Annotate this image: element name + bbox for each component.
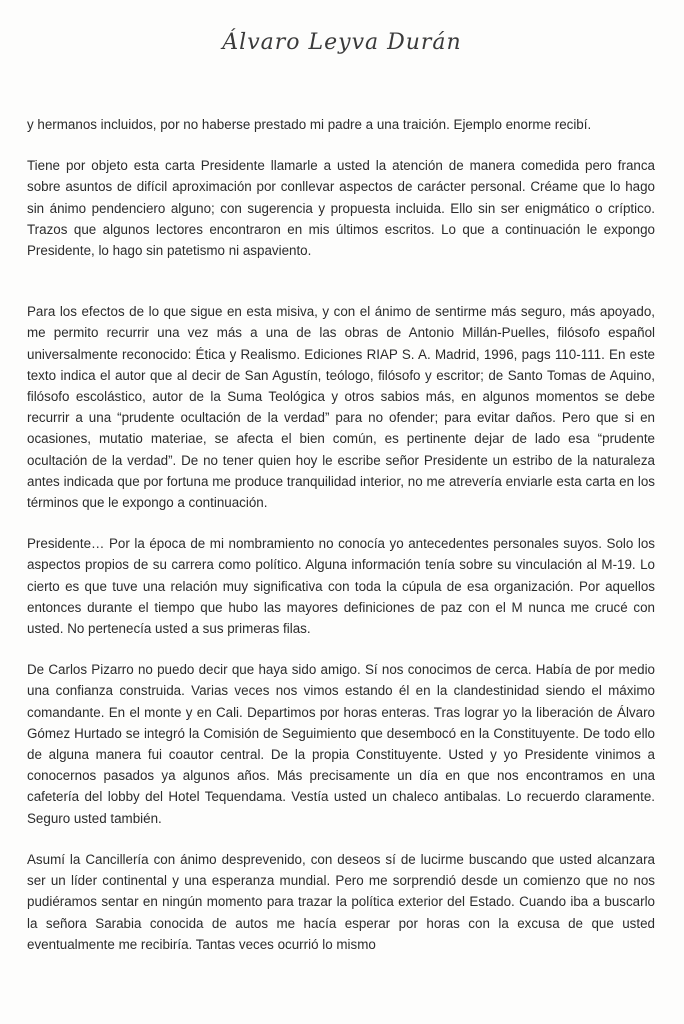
paragraph-2: Tiene por objeto esta carta Presidente llamarle a usted la atención de manera comedida pero franca sobre asuntos de difícil aproximación por conllevar aspectos de carácter personal. Créame que lo hago sin ánimo pendenciero alguno; con sugerencia y propuesta incluida. Ello sin ser enigmático o críptico. Trazos que algunos lectores encontraron en mis últimos escritos. Lo que a continuación le expongo Presidente, lo hago sin patetismo ni aspaviento.	[27, 158, 655, 259]
paragraph-3: Para los efectos de lo que sigue en esta misiva, y con el ánimo de sentirme más seguro, más apoyado, me permito recurrir una vez más a una de las obras de Antonio Millán-Puelles, filósofo español universalmente reconocido: Ética y Realismo. Ediciones RIAP S. A. Madrid, 1996, pags 110-111. En este texto indica el autor que al decir de San Agustín, teólogo, filósofo y escritor; de Santo Tomas de Aquino, filósofo escolástico, autor de la Suma Teológica y otros sabios más, en algunos momentos se debe recurrir a una “prudente ocultación de la verdad” para no ofender; para evitar daños. Pero que si en ocasiones, mutatio materiae, se afecta el bien común, es pertinente dejar de lado esa “prudente ocultación de la verdad”. De no tener quien hoy le escribe señor Presidente un estribo de la naturaleza antes indicada que por fortuna me produce tranquilidad interior, no me atrevería enviarle esta carta en los términos que le expongo a continuación.	[27, 304, 655, 511]
paragraph-5: De Carlos Pizarro no puedo decir que haya sido amigo. Sí nos conocimos de cerca. Había de por medio una confianza construida. Varias veces nos vimos estando él en la clandestinidad siendo el máximo comandante. En el monte y en Cali. Departimos por horas enteras. Tras lograr yo la liberación de Álvaro Gómez Hurtado se integró la Comisión de Seguimiento que desembocó en la Constituyente. De todo ello de alguna manera fui coautor central. De la propia Constituyente. Usted y yo Presidente vinimos a conocernos pasados ya algunos años. Más precisamente un día en que nos encontramos en una cafetería del lobby del Hotel Tequendama. Vestía usted un chaleco antibalas. Lo recuerdo claramente. Seguro usted también.	[27, 662, 655, 826]
paragraph-1: y hermanos incluidos, por no haberse prestado mi padre a una traición. Ejemplo enorme recibí.	[27, 117, 592, 132]
author-signature-header: Álvaro Leyva Durán	[222, 30, 462, 55]
paragraph-4: Presidente… Por la época de mi nombramiento no conocía yo antecedentes personales suyos. Solo los aspectos propios de su carrera como político. Alguna información tenía sobre su vinculación al M-19. Lo cierto es que tuve una relación muy significativa con toda la cúpula de esa organización. Por aquellos entonces durante el tiempo que hubo las mayores definiciones de paz con el M nunca me crucé con usted. No pertenecía usted a sus primeras filas.	[27, 536, 655, 637]
paragraph-6: Asumí la Cancillería con ánimo desprevenido, con deseos sí de lucirme buscando que usted alcanzara ser un líder continental y una esperanza mundial. Pero me sorprendió desde un comienzo que no nos pudiéramos sentar en ningún momento para trazar la política exterior del Estado. Cuando iba a buscarlo la señora Sarabia conocida de autos me hacía esperar por horas con la excusa de que usted eventualmente me recibiría. Tantas veces ocurrió lo mismo	[27, 851, 655, 952]
letter-body	[27, 114, 655, 955]
